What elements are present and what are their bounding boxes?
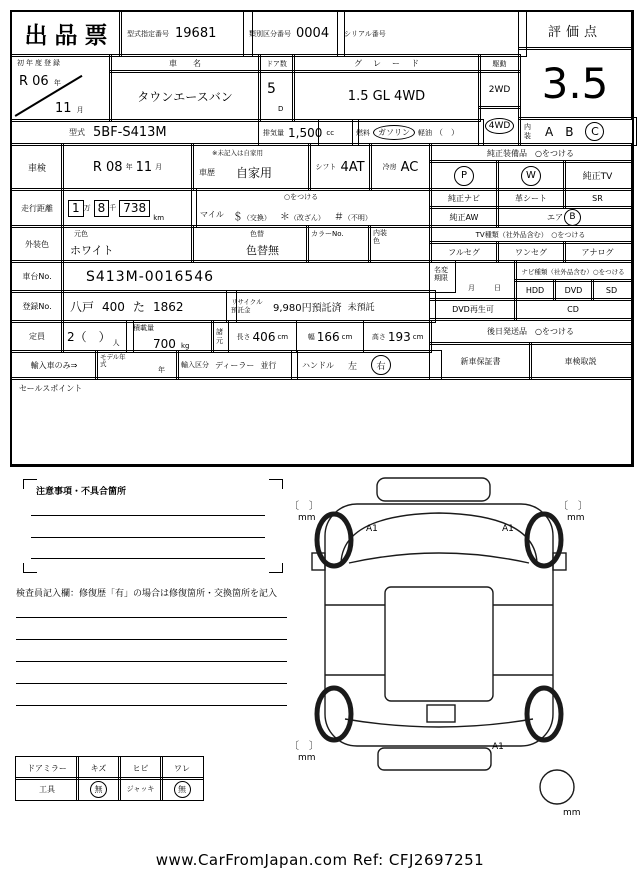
tool-label: 工具 <box>39 784 55 794</box>
handle-left: 左 <box>348 361 358 372</box>
a1-label-rear: A1 <box>492 742 504 752</box>
wheel-rear-right <box>527 688 561 740</box>
mile-text-exchange: （交換） <box>242 214 271 222</box>
first-registration-month-wrap <box>55 97 84 116</box>
nav-hdd: HDD <box>525 285 545 295</box>
shift-cell <box>308 143 372 191</box>
score-label: 評価点 <box>547 24 602 40</box>
color-change-value: 色替無 <box>246 244 279 257</box>
mileage-man-unit: 万 <box>83 204 91 212</box>
displacement-cell <box>258 119 359 146</box>
model-code-cell <box>119 10 253 57</box>
measure-bracket-bottom-left: 〔 〕 <box>289 741 319 752</box>
rear-window-line <box>345 719 533 727</box>
jack-label: ジャッキ <box>126 785 155 793</box>
car-name-header: 車名 <box>169 59 217 68</box>
mileage-man: 1 <box>68 200 84 217</box>
interior-grade-cell <box>518 117 637 146</box>
load-cell <box>126 320 214 353</box>
original-color-cell <box>61 225 194 263</box>
history-label: 車歴 <box>199 168 215 177</box>
equipment-leather-label: 革シート <box>515 194 547 203</box>
grade-header: グレード <box>354 59 430 68</box>
later-shipment-cell <box>429 318 632 345</box>
shaken-year-unit: 年 <box>125 163 133 171</box>
reg-no-label-cell <box>10 290 64 323</box>
tv-type-title: TV種類（社外品含む） ○をつける <box>475 230 586 239</box>
spec-length-value: 406 <box>252 329 276 344</box>
shift-label: シフト <box>315 163 337 171</box>
equipment-airbag-circled: B <box>564 209 581 226</box>
mile-mark-exchange: ＄ <box>232 212 243 223</box>
notes-line <box>31 515 265 516</box>
fuel-alt-label: 軽油 <box>418 128 432 137</box>
interior-grade-b: B <box>565 124 574 139</box>
nav-type-title: ナビ種類（社外品含む）○をつける <box>521 267 625 276</box>
model-year-unit: 年 <box>158 366 165 374</box>
spare-tire-circle <box>540 770 574 804</box>
mileage-value-cell <box>61 188 197 228</box>
exterior-color-label-cell <box>10 225 64 263</box>
recycle-label: リサイクル預託金 <box>231 298 263 314</box>
mm-label-top-right: mm <box>567 513 585 523</box>
mile-circle-note: ○をつける <box>284 193 319 201</box>
scratch-header-label: キズ <box>90 763 107 773</box>
tool-none-circled: 無 <box>90 781 107 798</box>
recycle-cell <box>226 290 436 323</box>
equipment-tv-label: 純正TV <box>582 172 613 182</box>
displacement-unit: cc <box>326 128 335 137</box>
load-unit: kg <box>181 342 190 350</box>
capacity-value: 2（ ） <box>67 330 111 344</box>
mirror-header-label: ドアミラー <box>27 763 67 773</box>
reg-no-area: 八戸 <box>70 300 95 314</box>
windshield-inner-line <box>349 553 529 563</box>
mile-option-exchange <box>233 205 271 224</box>
first-registration-label: 初年度登録 <box>17 59 62 67</box>
score-value-cell <box>518 47 632 120</box>
chassis-label-cell <box>10 260 64 293</box>
specs-cell <box>211 320 432 353</box>
model-year-label: モデル年式 <box>100 353 126 369</box>
handle-label: ハンドル <box>302 360 334 370</box>
model-code-label: 型式指定番号 <box>127 29 169 38</box>
spec-width-value: 166 <box>316 329 340 344</box>
exterior-color-label: 外装色 <box>25 239 49 249</box>
grade-cell <box>292 70 481 122</box>
notes-bracket-br <box>269 563 283 573</box>
first-registration-month-unit: 月 <box>76 106 84 114</box>
shaken-label-cell <box>10 143 64 191</box>
fuel-selected: ガソリン <box>373 125 415 140</box>
serial-label: シリアル番号 <box>344 29 386 38</box>
model-code-value: 19681 <box>175 26 217 41</box>
mileage-label: 走行距離 <box>21 203 53 213</box>
notes-bracket-tl <box>23 479 37 489</box>
model-year-cell <box>95 350 179 380</box>
shift-value: 4AT <box>340 159 365 175</box>
handle-cell <box>291 350 442 380</box>
equipment-sr-label: SR <box>592 194 603 203</box>
sheet-title: 出品票 <box>24 23 115 49</box>
doors-header: ドア数 <box>266 59 287 68</box>
mile-label: マイル <box>200 210 224 219</box>
grade-value: 1.5 GL 4WD <box>347 88 426 104</box>
interior-grade-c-selected: C <box>585 122 604 141</box>
reg-no-value-cell <box>61 290 237 323</box>
capacity-unit: 人 <box>112 339 120 347</box>
doors-cell <box>258 70 295 122</box>
car-name-cell <box>109 70 261 122</box>
equipment-w-cell <box>496 160 566 191</box>
notes-title: 注意事項・不具合箇所 <box>36 487 127 497</box>
spec-length-unit: cm <box>277 332 289 341</box>
serial-cell <box>337 10 527 57</box>
later-shipment-label: 後日発送品 ○をつける <box>487 327 574 336</box>
shaken-month: 11 <box>135 159 153 175</box>
mile-option-unknown <box>334 205 372 224</box>
notes-line <box>31 558 265 559</box>
import-division-dealer: ディーラー <box>215 360 255 370</box>
reg-no-class: 400 <box>102 299 125 314</box>
break-header-label: ワレ <box>174 763 190 773</box>
mileage-label-cell <box>10 188 64 228</box>
rear-bumper <box>378 748 491 770</box>
capacity-value-cell <box>61 320 134 353</box>
inspector-line <box>16 683 287 684</box>
recycle-value: 9,980円預託済 <box>273 303 342 314</box>
history-cell <box>191 143 311 191</box>
chassis-label: 車台No. <box>22 272 52 281</box>
sheet-title-cell <box>10 10 122 57</box>
watermark-footer: www.CarFromJapan.com Ref: CFJ2697251 <box>155 851 485 869</box>
front-bumper <box>377 478 490 501</box>
car-body-outline <box>325 504 553 746</box>
spec-width-unit: cm <box>341 332 353 341</box>
mile-option-tamper <box>280 205 325 224</box>
name-change-label: 名変期限 <box>434 266 448 283</box>
mile-options-row <box>200 205 372 224</box>
displacement-value: 1,500 <box>288 125 323 140</box>
mm-label-spare: mm <box>563 808 581 818</box>
spec-length-label: 長さ <box>236 332 251 341</box>
tv-type-analog: アナログ <box>581 247 614 257</box>
aircon-label: 冷房 <box>382 163 397 171</box>
fuel-label: 燃料 <box>356 128 370 137</box>
shaken-year: R 08 <box>92 159 123 175</box>
interior-grade-a: A <box>545 124 554 139</box>
mileage-sen-unit: 千 <box>109 204 117 212</box>
color-no-label: カラーNo. <box>311 230 344 238</box>
dvd-play-label: DVD再生可 <box>452 305 494 314</box>
warranty-book-label: 新車保証書 <box>460 356 501 366</box>
measure-bracket-top-left: 〔 〕 <box>289 501 319 512</box>
reg-no-number: 1862 <box>152 299 184 314</box>
equipment-w-circled: W <box>521 166 541 186</box>
warranty-book-cell <box>429 342 532 380</box>
manual-label: 車検取説 <box>564 356 597 366</box>
model-label: 型式 <box>69 128 85 137</box>
drive-4wd-cell <box>478 106 521 146</box>
mile-text-tamper: （改ざん） <box>289 214 325 222</box>
spec-width-label: 幅 <box>307 332 315 341</box>
roof-panel <box>385 587 493 701</box>
spec-length <box>228 321 296 352</box>
import-division-parallel: 並行 <box>260 360 277 370</box>
tv-type-one: ワンセグ <box>515 247 547 257</box>
handle-right-selected: 右 <box>371 355 391 375</box>
capacity-label: 定員 <box>29 332 45 341</box>
drive-2wd: 2WD <box>488 84 511 95</box>
mileage-rest: 738 <box>119 200 150 217</box>
recycle-alt: 未預託 <box>347 303 375 313</box>
mile-text-unknown: （不明） <box>343 214 372 222</box>
rear-hatch-detail <box>427 705 455 722</box>
color-change-cell <box>191 225 309 263</box>
equipment-airbag-prefix: エア <box>547 212 563 222</box>
history-value: 自家用 <box>236 166 273 180</box>
load-label: 積載量 <box>133 324 154 332</box>
a1-label-front-left: A1 <box>366 524 378 534</box>
specs-label: 諸元 <box>216 328 223 345</box>
wheel-front-left <box>317 514 351 566</box>
equipment-aw-label: 純正AW <box>449 212 479 222</box>
notes-bracket-bl <box>23 563 37 573</box>
cd-label: CD <box>567 305 579 314</box>
name-change-month: 月 <box>468 284 475 292</box>
class-code-cell <box>243 10 345 57</box>
tool-none-cell <box>76 777 121 801</box>
jack-cell <box>118 777 163 801</box>
first-registration-year: R 06 <box>19 74 49 89</box>
shaken-label: 車検 <box>27 163 46 174</box>
doors-value: 5 <box>267 81 276 97</box>
inspector-line <box>16 639 287 640</box>
spec-height <box>363 321 431 352</box>
sales-point-label: セールスポイント <box>19 384 83 393</box>
aircon-cell <box>369 143 432 191</box>
capacity-label-cell <box>10 320 64 353</box>
name-change-day: 日 <box>494 284 501 292</box>
a1-label-front-right: A1 <box>502 524 514 534</box>
doors-unit: D <box>278 105 284 113</box>
spec-height-value: 193 <box>387 329 411 344</box>
inspector-line <box>16 705 287 706</box>
measure-bracket-top-right: 〔 〕 <box>558 501 588 512</box>
model-value: 5BF-S413M <box>93 125 167 140</box>
equipment-p-circled: P <box>454 166 474 186</box>
first-registration-year-wrap <box>19 70 61 89</box>
fuel-cell <box>352 119 484 146</box>
tv-type-full: フルセグ <box>448 247 480 257</box>
interior-color-cell <box>368 225 432 263</box>
reg-no-label: 登録No. <box>22 302 52 311</box>
reg-no-kana: た <box>132 300 145 314</box>
class-code-label: 類別区分番号 <box>249 29 291 38</box>
jack-none-circled: 無 <box>174 781 191 798</box>
shaken-value-cell <box>61 143 194 191</box>
mm-label-bottom-left: mm <box>298 753 316 763</box>
score-value: 3.5 <box>541 59 609 108</box>
car-name-value: タウンエースバン <box>137 89 233 104</box>
spec-height-label: 高さ <box>371 332 386 341</box>
first-registration-month: 11 <box>55 101 72 116</box>
inspector-line <box>16 617 287 618</box>
mile-mark-tamper: ＊ <box>279 212 290 223</box>
windshield-line <box>341 513 537 563</box>
drive-2wd-cell <box>478 70 521 109</box>
tool-cell <box>15 777 79 801</box>
interior-color-label: 内装色 <box>373 229 387 246</box>
history-note: ※未記入は自家用 <box>212 149 263 157</box>
crack-header-label: ヒビ <box>132 763 149 773</box>
mileage-sen: 8 <box>94 200 110 217</box>
nav-sd: SD <box>605 285 618 295</box>
import-division-cell <box>176 350 298 380</box>
equipment-p-cell <box>429 160 499 191</box>
class-code-value: 0004 <box>296 26 330 41</box>
notes-bracket-tr <box>269 479 283 489</box>
mileage-unit: km <box>153 214 165 222</box>
wheel-rear-left <box>317 688 351 740</box>
manual-cell <box>529 342 632 380</box>
aircon-value: AC <box>400 159 419 175</box>
spec-height-unit: cm <box>412 332 424 341</box>
import-only-cell <box>10 350 98 380</box>
color-no-cell <box>306 225 371 263</box>
mile-mark-unknown: ＃ <box>333 212 344 223</box>
displacement-label: 排気量 <box>263 128 284 137</box>
import-division-label: 輸入区分 <box>181 361 209 369</box>
chassis-value: S413M-0016546 <box>86 268 215 285</box>
score-label-cell <box>518 10 632 50</box>
wheel-front-right <box>527 514 561 566</box>
chassis-value-cell <box>61 260 456 293</box>
name-change-cell <box>429 260 517 301</box>
equipment-nav-label: 純正ナビ <box>448 194 480 203</box>
sales-point-cell <box>10 377 632 465</box>
load-value: 700 <box>153 337 176 351</box>
interior-grade-label: 内装 <box>524 123 531 140</box>
equipment-tv-cell <box>563 160 632 191</box>
mm-label-top-left: mm <box>298 513 316 523</box>
spec-width <box>296 321 364 352</box>
fuel-alt-value: （ ） <box>435 128 459 137</box>
drive-4wd-selected: 4WD <box>485 118 515 134</box>
first-registration-cell <box>10 54 112 122</box>
original-color-value: ホワイト <box>70 244 114 257</box>
first-registration-year-unit: 年 <box>53 79 61 87</box>
color-change-label: 色替 <box>250 230 264 238</box>
equipment-title: 純正装備品 ○をつける <box>487 148 574 158</box>
inspector-note: 検査員記入欄：修復歴「有」の場合は修復箇所・交換箇所を記入 <box>16 589 278 599</box>
nav-dvd: DVD <box>564 285 583 295</box>
mile-cell <box>191 188 432 228</box>
car-top-view-diagram <box>285 465 640 830</box>
jack-none-cell <box>160 777 204 801</box>
notes-line <box>31 537 265 538</box>
shaken-month-unit: 月 <box>155 163 163 171</box>
specs-label-wrap <box>212 321 228 352</box>
drive-header: 駆動 <box>492 59 507 68</box>
import-only-label: 輸入車のみ⇒ <box>30 360 78 370</box>
inspector-line <box>16 661 287 662</box>
original-color-label: 元色 <box>74 230 88 238</box>
